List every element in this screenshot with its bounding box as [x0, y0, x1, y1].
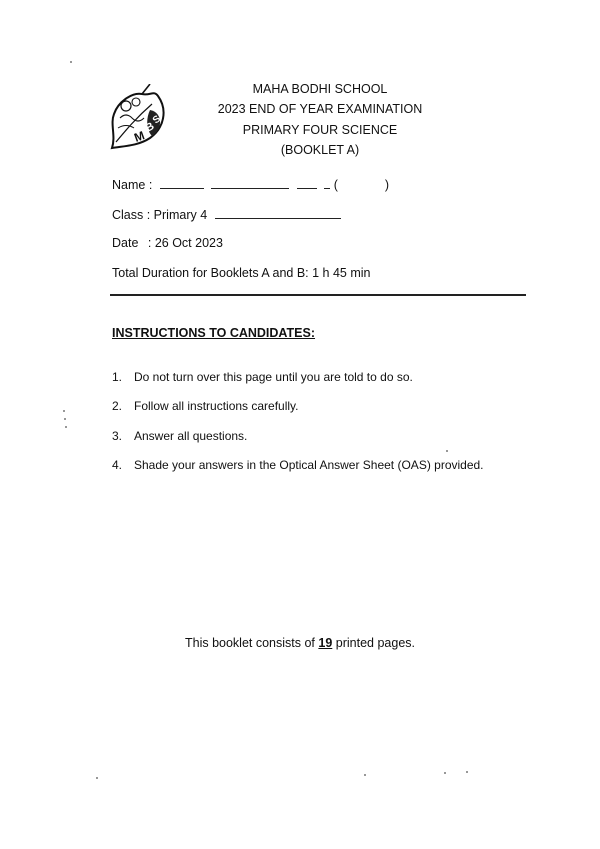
class-line[interactable]	[215, 207, 341, 219]
register-number-open: (	[333, 178, 338, 192]
scan-speck	[364, 774, 366, 776]
name-line-3[interactable]	[297, 177, 317, 189]
instruction-text: Follow all instructions carefully.	[134, 399, 299, 414]
page-count: 19	[318, 636, 333, 650]
duration-text: Total Duration for Booklets A and B: 1 h 45 min	[112, 266, 371, 280]
instruction-text: Do not turn over this page until you are told to do so.	[134, 370, 413, 384]
name-line-2[interactable]	[211, 177, 289, 189]
page-count-footer	[0, 636, 600, 650]
subject-title: PRIMARY FOUR SCIENCE	[242, 122, 398, 137]
class-field-row	[112, 207, 341, 222]
instruction-number: 2.	[112, 399, 123, 414]
booklet-label: (BOOKLET A)	[280, 142, 360, 157]
date-field-row	[112, 236, 223, 250]
class-label: Class : Primary 4	[112, 208, 208, 222]
instruction-text: Answer all questions.	[134, 428, 248, 443]
instruction-text: Shade your answers in the Optical Answer Sheet (OAS) provided.	[134, 457, 484, 472]
svg-text:B: B	[143, 120, 157, 135]
school-name: MAHA BODHI SCHOOL	[252, 82, 388, 96]
svg-text:S: S	[150, 113, 164, 127]
scan-speck	[70, 61, 72, 63]
divider-line	[110, 294, 526, 296]
school-crest-icon	[106, 84, 170, 150]
scan-speck	[466, 771, 468, 773]
footer-suffix: printed pages.	[332, 636, 415, 650]
date-label: Date	[112, 236, 139, 250]
svg-text:M: M	[132, 128, 147, 145]
instructions-heading: INSTRUCTIONS TO CANDIDATES:	[112, 326, 316, 340]
name-label: Name :	[112, 178, 153, 192]
instruction-number: 4.	[112, 457, 123, 472]
scan-speck	[444, 772, 446, 774]
name-line-4[interactable]	[324, 177, 330, 189]
date-value: : 26 Oct 2023	[147, 236, 223, 250]
exam-title: 2023 END OF YEAR EXAMINATION	[217, 102, 423, 117]
scan-speck	[64, 418, 66, 420]
register-number-close: )	[384, 178, 390, 192]
scan-speck	[96, 777, 98, 779]
scan-speck	[446, 450, 448, 452]
scan-speck	[63, 410, 65, 412]
name-field-row	[112, 177, 389, 192]
footer-prefix: This booklet consists of	[184, 636, 319, 650]
scan-speck	[65, 426, 67, 428]
exam-header	[200, 79, 440, 160]
name-line-1[interactable]	[160, 177, 204, 189]
instruction-number: 3.	[112, 428, 123, 443]
instruction-number: 1.	[112, 370, 123, 384]
